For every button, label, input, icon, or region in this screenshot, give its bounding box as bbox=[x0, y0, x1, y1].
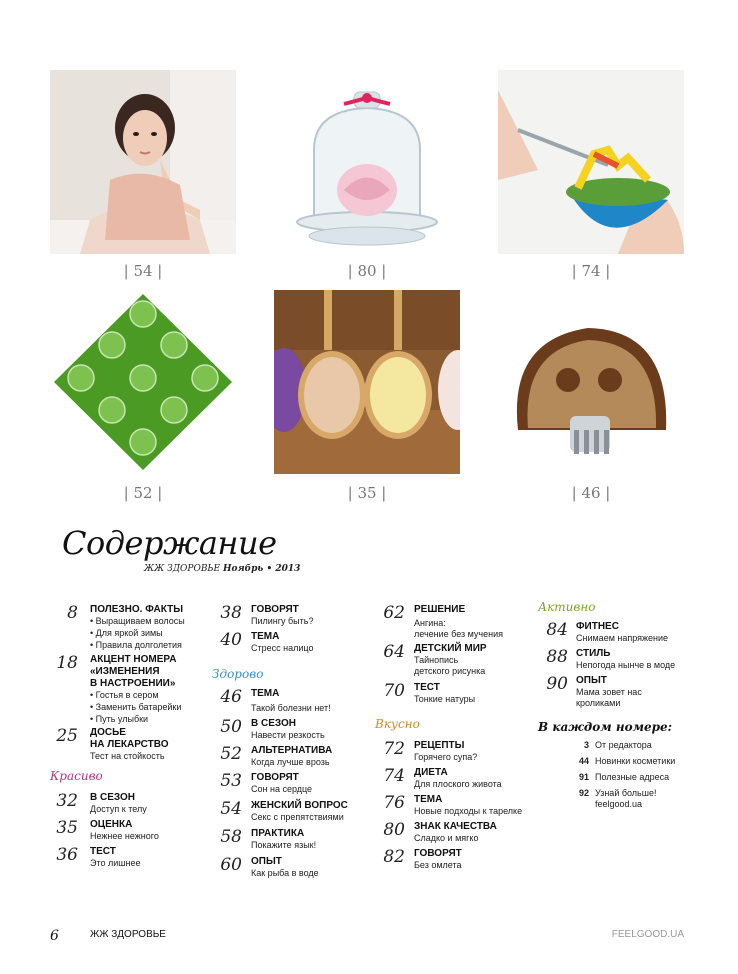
page-number: 35 bbox=[56, 818, 78, 838]
photo-page-number: | 54 | bbox=[123, 262, 163, 280]
page-number: 64 bbox=[383, 642, 405, 662]
page-number: 88 bbox=[546, 647, 568, 667]
section-heading-vkusno: Вкусно bbox=[375, 717, 420, 731]
entry-heading: АКЦЕНТ НОМЕРА bbox=[90, 654, 177, 665]
entry-description: Горячего супа? bbox=[414, 752, 478, 762]
item-label: От редактора bbox=[595, 740, 652, 750]
entry-description: Стресс налицо bbox=[251, 643, 314, 653]
entry-heading: СТИЛЬ bbox=[576, 648, 611, 659]
photo-page-number: | 35 | bbox=[347, 484, 387, 502]
page-number: 36 bbox=[56, 845, 78, 865]
page-number: 91 bbox=[578, 772, 589, 782]
entry-description: Тест на стойкость bbox=[90, 751, 165, 761]
item-label: Новинки косметики bbox=[595, 756, 676, 766]
page-number: 25 bbox=[56, 726, 78, 746]
page-number: 18 bbox=[56, 653, 78, 673]
page-number: 46 bbox=[220, 687, 242, 707]
site-url[interactable]: FEELGOOD.UA bbox=[611, 929, 684, 940]
bullet: • Выращиваем волосы bbox=[90, 616, 185, 626]
issue-line: ЖЖ ЗДОРОВЬЕ Ноябрь • 2013 bbox=[144, 564, 301, 574]
bullet: • Для яркой зимы bbox=[90, 628, 163, 638]
page-title: Содержание bbox=[62, 524, 277, 562]
entry-description: кроликами bbox=[576, 698, 621, 708]
photo-page-number: | 80 | bbox=[347, 262, 387, 280]
entry-heading: НА ЛЕКАРСТВО bbox=[90, 739, 169, 750]
item-link[interactable]: feelgood.ua bbox=[595, 799, 643, 809]
item-label: Узнай больше! bbox=[595, 788, 657, 798]
bullet: • Путь улыбки bbox=[90, 714, 149, 724]
entry-description: Пилингу быть? bbox=[251, 616, 314, 626]
photo-salt-spoons bbox=[274, 290, 460, 474]
bullet: • Правила долголетия bbox=[90, 640, 182, 650]
entry-description: Это лишнее bbox=[90, 858, 141, 868]
entry-description: Мама зовет нас bbox=[576, 687, 642, 697]
photo-bread-face bbox=[498, 290, 684, 474]
glass-dome-icon bbox=[274, 70, 460, 254]
entry-description: Для плоского живота bbox=[414, 779, 502, 789]
entry-heading: В СЕЗОН bbox=[90, 792, 136, 803]
entry-heading: ТЕМА bbox=[251, 688, 280, 699]
entry-heading: ПОЛЕЗНО. ФАКТЫ bbox=[90, 604, 183, 615]
page-number: 53 bbox=[220, 771, 242, 791]
entry-description: Ангина: bbox=[414, 618, 446, 628]
photo-page-number: | 52 | bbox=[123, 484, 163, 502]
entry-description: Секс с препятствиями bbox=[251, 812, 344, 822]
photo-glass-dome bbox=[274, 70, 460, 254]
page-number: 44 bbox=[578, 756, 589, 766]
photo-woman bbox=[50, 70, 236, 254]
entry-heading: ЗНАК КАЧЕСТВА bbox=[414, 821, 497, 832]
page-number: 76 bbox=[383, 793, 405, 813]
page-number: 82 bbox=[383, 847, 405, 867]
entry-heading: ТЕСТ bbox=[90, 846, 116, 857]
entry-heading: РЕЦЕПТЫ bbox=[414, 740, 465, 751]
entry-heading: «ИЗМЕНЕНИЯ bbox=[90, 666, 160, 677]
entry-heading: В НАСТРОЕНИИ» bbox=[90, 678, 176, 689]
entry-heading: ТЕМА bbox=[414, 794, 443, 805]
salt-spoons-icon bbox=[274, 290, 460, 474]
section-heading-krasivo: Красиво bbox=[50, 769, 103, 783]
page-number: 74 bbox=[383, 766, 405, 786]
page-number-footer: 6 bbox=[50, 928, 59, 944]
entry-description: Когда лучше врозь bbox=[251, 757, 330, 767]
entry-heading: ГОВОРЯТ bbox=[251, 604, 299, 615]
entry-heading: ФИТНЕС bbox=[576, 621, 619, 632]
photo-pill-blister bbox=[50, 290, 236, 474]
bullet: • Гостья в сером bbox=[90, 690, 159, 700]
entry-description: Покажите язык! bbox=[251, 840, 317, 850]
entry-description: Снимаем напряжение bbox=[576, 633, 669, 643]
entry-heading: ДЕТСКИЙ МИР bbox=[414, 643, 487, 654]
entry-description: Доступ к телу bbox=[90, 804, 147, 814]
photo-page-number: | 46 | bbox=[571, 484, 611, 502]
page-number: 32 bbox=[56, 791, 78, 811]
salad-bowl-icon bbox=[498, 70, 684, 254]
section-heading-zdorovo: Здорово bbox=[212, 667, 264, 681]
every-issue-heading: В каждом номере: bbox=[538, 720, 673, 734]
page-number: 3 bbox=[583, 740, 589, 750]
entry-description: Сладко и мягко bbox=[414, 833, 479, 843]
page-number: 52 bbox=[220, 744, 242, 764]
entry-heading: ОПЫТ bbox=[251, 856, 282, 867]
entry-heading: ТЕСТ bbox=[414, 682, 440, 693]
entry-heading: ОПЫТ bbox=[576, 675, 607, 686]
section-heading-aktivno: Активно bbox=[538, 600, 596, 614]
entry-heading: ДИЕТА bbox=[414, 767, 448, 778]
page-number: 62 bbox=[383, 603, 405, 623]
page-number: 8 bbox=[67, 603, 78, 623]
entry-description: Как рыба в воде bbox=[251, 868, 319, 878]
pill-blister-icon bbox=[50, 290, 236, 474]
page-number: 38 bbox=[220, 603, 242, 623]
item-label: Полезные адреса bbox=[595, 772, 670, 782]
photo-page-number: | 74 | bbox=[571, 262, 611, 280]
entry-heading: АЛЬТЕРНАТИВА bbox=[251, 745, 333, 756]
entry-heading: ГОВОРЯТ bbox=[251, 772, 299, 783]
bread-face-icon bbox=[498, 290, 684, 474]
entry-description: Без омлета bbox=[414, 860, 462, 870]
bullet: • Заменить батарейки bbox=[90, 702, 182, 712]
page-number: 40 bbox=[220, 630, 242, 650]
entry-heading: ГОВОРЯТ bbox=[414, 848, 462, 859]
entry-description: Тайнопись bbox=[414, 655, 459, 665]
woman-icon bbox=[50, 70, 236, 254]
page-number: 84 bbox=[546, 620, 568, 640]
photo-salad-bowl bbox=[498, 70, 684, 254]
entry-description: Тонкие натуры bbox=[414, 694, 476, 704]
entry-heading: ОЦЕНКА bbox=[90, 819, 133, 830]
entry-description: Навести резкость bbox=[251, 730, 325, 740]
page-number: 70 bbox=[383, 681, 405, 701]
page-number: 90 bbox=[546, 674, 568, 694]
entry-description: Непогода нынче в моде bbox=[576, 660, 676, 670]
entry-heading: ТЕМА bbox=[251, 631, 280, 642]
entry-heading: РЕШЕНИЕ bbox=[414, 604, 466, 615]
entry-heading: ЖЕНСКИЙ ВОПРОС bbox=[251, 800, 348, 811]
entry-description: Сон на сердце bbox=[251, 784, 313, 794]
page-number: 92 bbox=[578, 788, 589, 798]
entry-description: лечение без мучения bbox=[414, 629, 503, 639]
entry-heading: В СЕЗОН bbox=[251, 718, 297, 729]
entry-heading: ПРАКТИКА bbox=[251, 828, 305, 839]
page-number: 60 bbox=[220, 855, 242, 875]
magazine-name: ЖЖ ЗДОРОВЬЕ bbox=[90, 929, 166, 940]
entry-description: Нежнее нежного bbox=[90, 831, 159, 841]
page-number: 50 bbox=[220, 717, 242, 737]
entry-description: Новые подходы к тарелке bbox=[414, 806, 523, 816]
page-number: 80 bbox=[383, 820, 405, 840]
page-number: 58 bbox=[220, 827, 242, 847]
entry-description: детского рисунка bbox=[414, 666, 486, 676]
page-number: 72 bbox=[383, 739, 405, 759]
entry-description: Такой болезни нет! bbox=[251, 703, 331, 713]
page-number: 54 bbox=[220, 799, 242, 819]
entry-heading: ДОСЬЕ bbox=[90, 727, 126, 738]
